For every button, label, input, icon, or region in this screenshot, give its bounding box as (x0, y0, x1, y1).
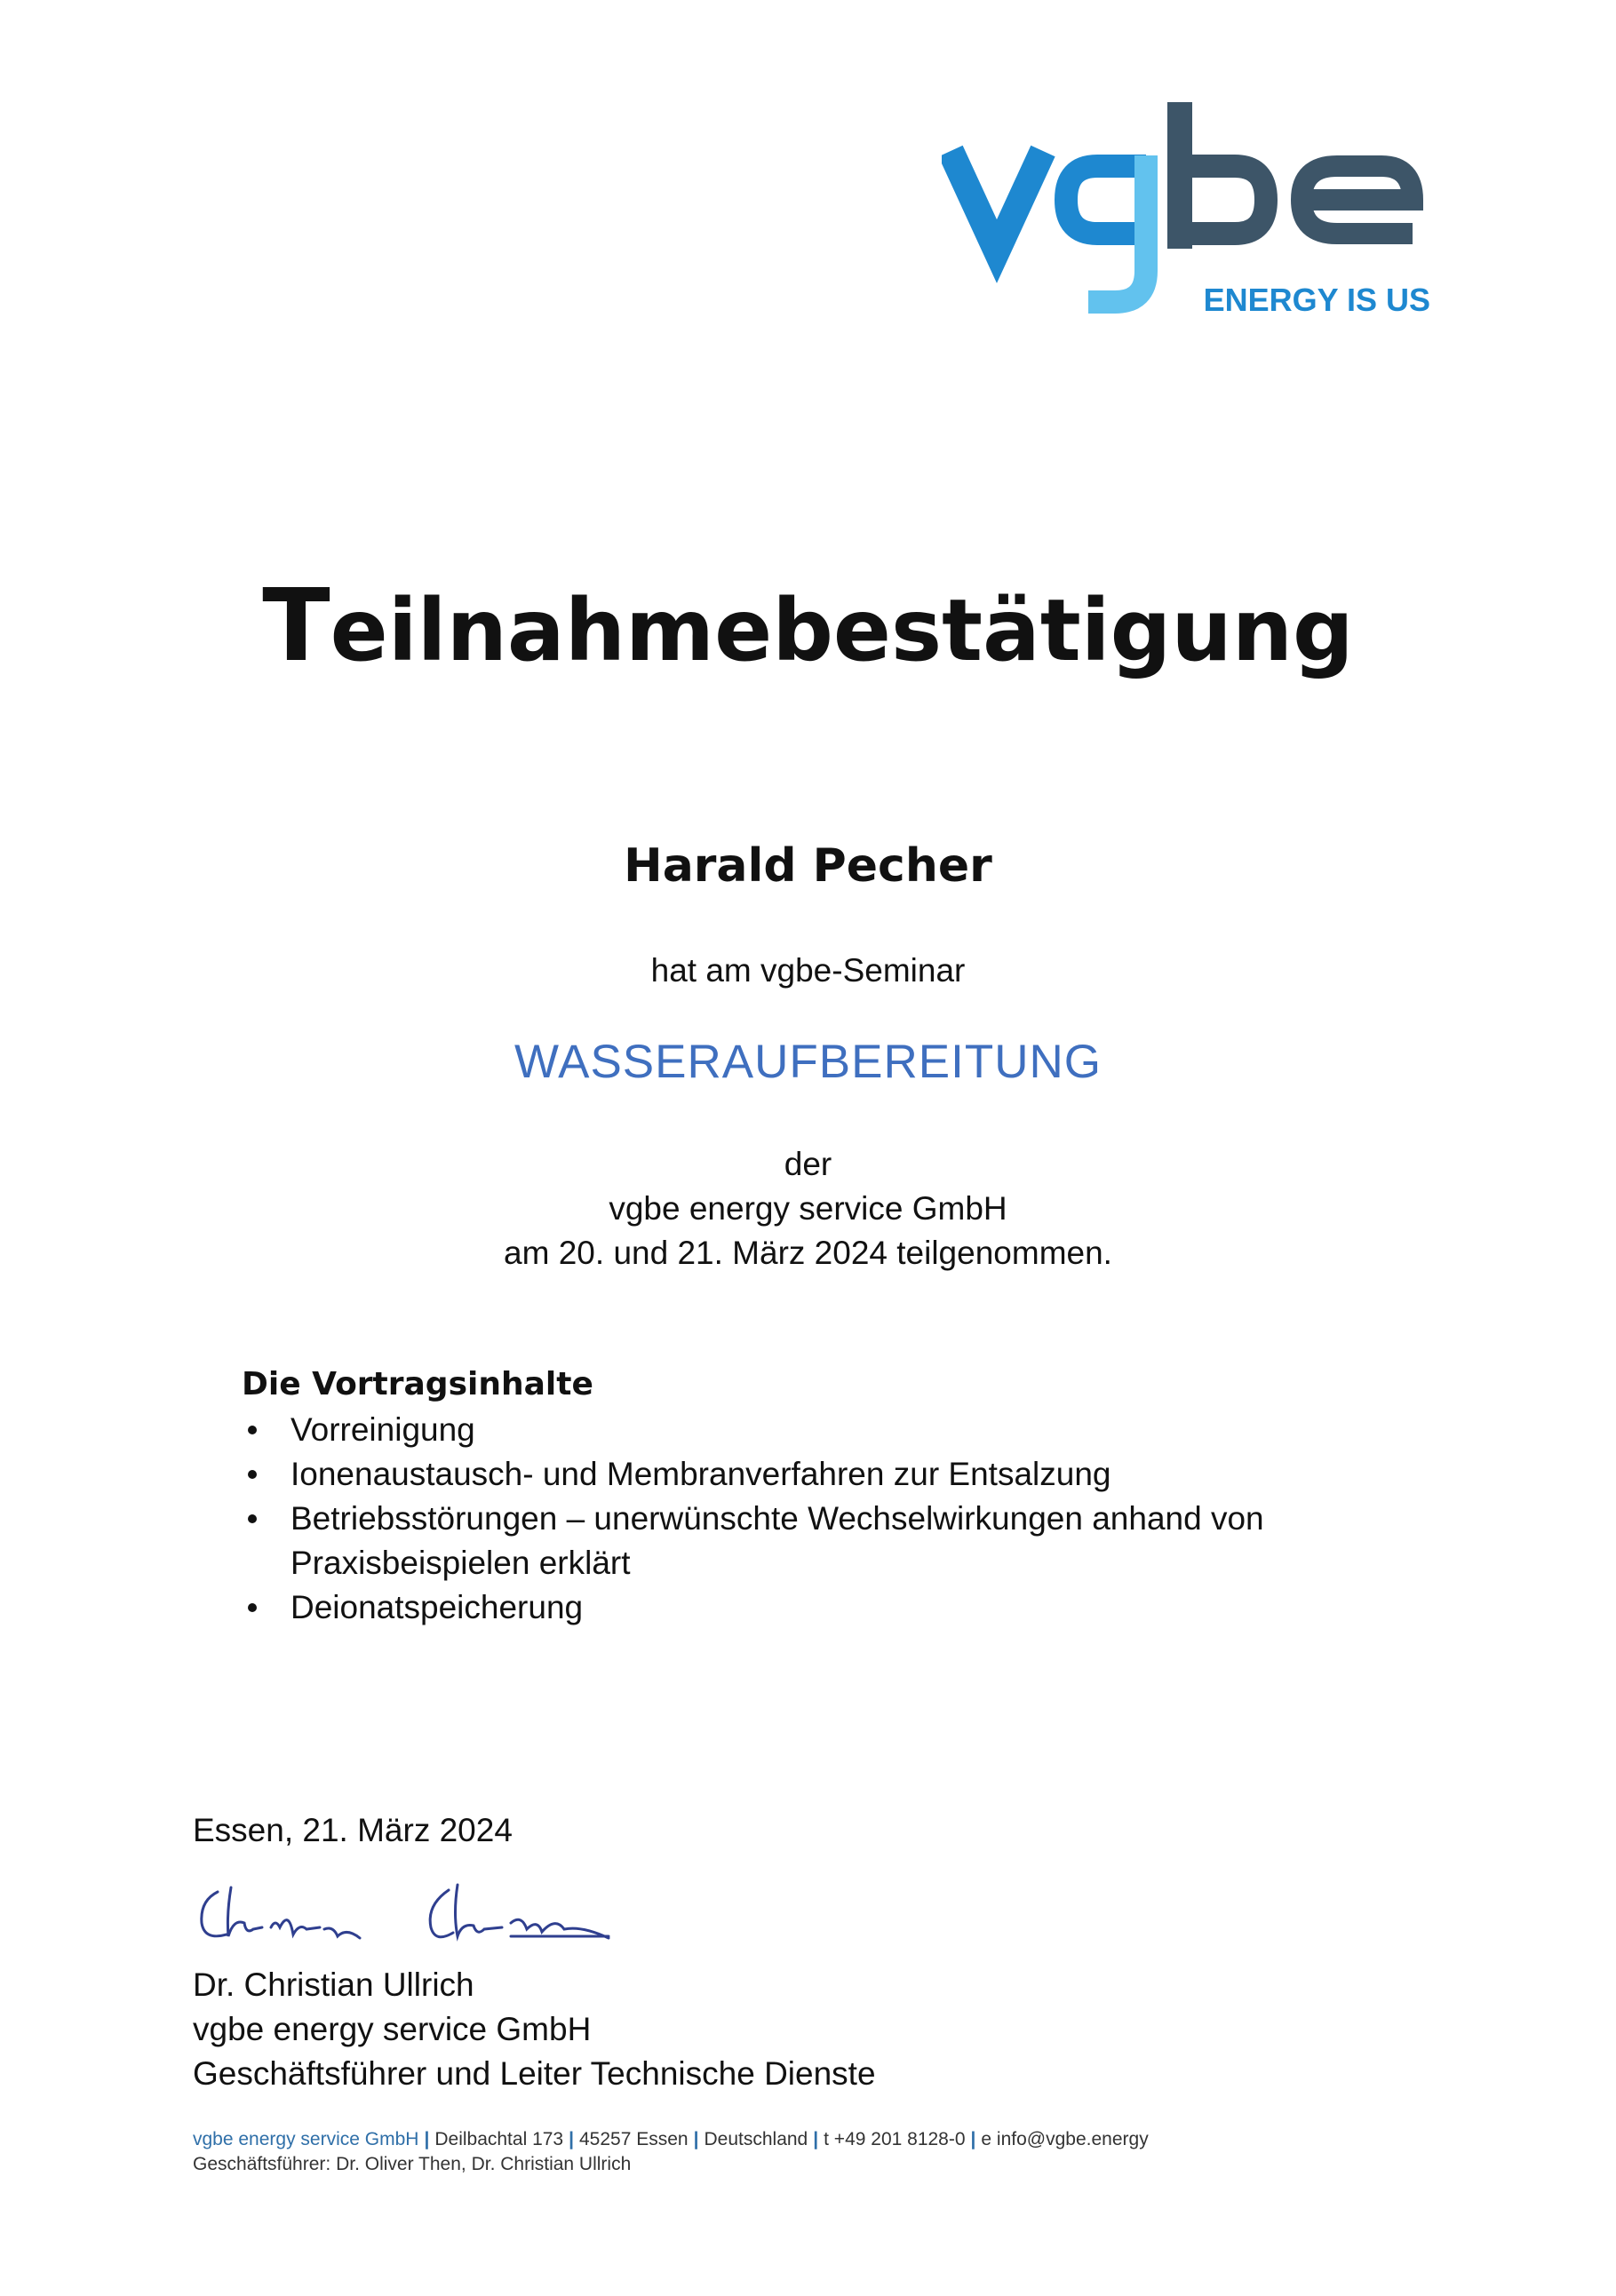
document-title: Teilnahmebestätigung (262, 568, 1354, 684)
intro-text: hat am vgbe-Seminar (650, 952, 966, 989)
list-item: Vorreinigung (242, 1408, 1397, 1452)
footer-email: e info@vgbe.energy (981, 2129, 1149, 2149)
signer-company: vgbe energy service GmbH (193, 2011, 592, 2047)
bullet-icon (248, 1603, 257, 1612)
seminar-title: WASSERAUFBEREITUNG (514, 1036, 1102, 1088)
footer-country: Deutschland (704, 2129, 808, 2149)
footer-company: vgbe energy service GmbH (193, 2129, 419, 2149)
contents-list (242, 1408, 1397, 1630)
footer (193, 2127, 1149, 2177)
contents-section (242, 1366, 1397, 1630)
vgbe-logo (942, 93, 1439, 324)
bullet-icon (248, 1426, 257, 1434)
details-der: der (784, 1146, 832, 1182)
contents-heading: Die Vortragsinhalte (242, 1366, 593, 1402)
list-item: Ionenaustausch- und Membranverfahren zur Entsalzung (242, 1452, 1397, 1497)
footer-contact-line: vgbe energy service GmbH | Deilbachtal 173 | 45257 Essen | Deutschland | t +49 201 8128-0 | e info@vgbe.energy (193, 2129, 1149, 2149)
list-item: Betriebsstörungen – unerwünschte Wechselwirkungen anhand von (242, 1497, 1397, 1541)
footer-management: Geschäftsführer: Dr. Oliver Then, Dr. Christian Ullrich (193, 2154, 632, 2174)
bullet-icon (248, 1470, 257, 1479)
place-date: Essen, 21. März 2024 (193, 1812, 513, 1848)
details-date: am 20. und 21. März 2024 teilgenommen. (504, 1235, 1112, 1271)
bullet-icon (248, 1514, 257, 1523)
footer-phone: t +49 201 8128-0 (824, 2129, 966, 2149)
signer-name: Dr. Christian Ullrich (193, 1966, 474, 2003)
list-item: Deionatspeicherung (242, 1585, 1397, 1630)
participant-name: Harald Pecher (624, 839, 992, 893)
list-item-continuation: Praxisbeispielen erklärt (291, 1545, 631, 1581)
footer-city: 45257 Essen (579, 2129, 689, 2149)
logo-tagline: ENERGY IS US (1203, 282, 1430, 318)
details-company: vgbe energy service GmbH (609, 1190, 1007, 1227)
signature (191, 1874, 653, 1954)
footer-address: Deilbachtal 173 (434, 2129, 564, 2149)
signer-block (193, 1963, 876, 2096)
signer-role: Geschäftsführer und Leiter Technische Dienste (193, 2055, 876, 2092)
